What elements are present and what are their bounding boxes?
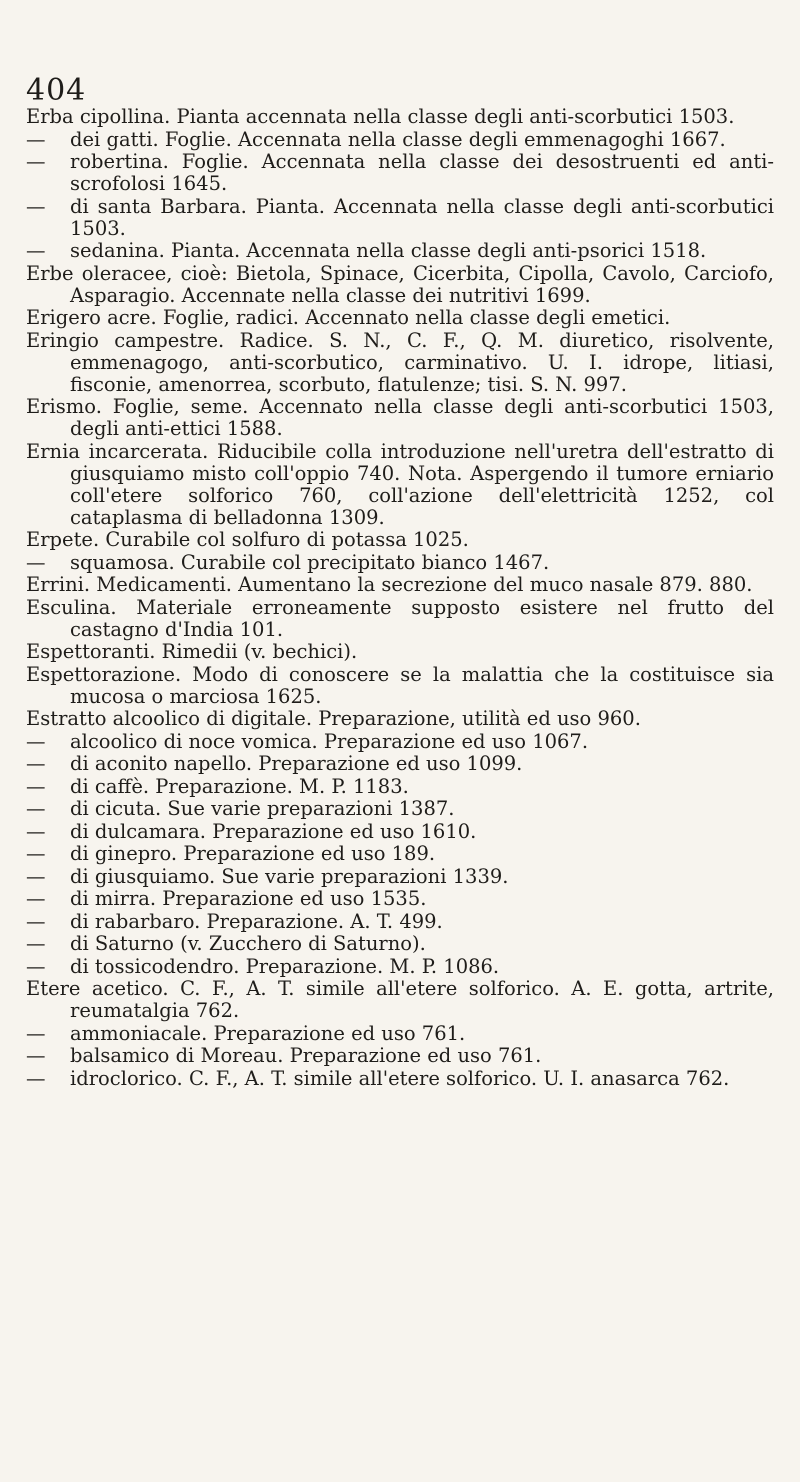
index-entry xyxy=(26,933,774,955)
entry-dash: — xyxy=(26,864,46,888)
entry-text: sedanina. Pianta. Accennata nella classe degli anti-psorici 1518. xyxy=(70,239,707,262)
entry-dash: — xyxy=(26,774,46,798)
index-entry xyxy=(26,1023,774,1045)
entry-dash: — xyxy=(26,797,46,820)
index-entry: Ernia incarcerata. Riducibile colla introduzione nell'uretra dell'estratto di giusquiamo misto coll'oppio 740. Nota. Aspergendo il tumore erniario coll'etere solforico 760, coll'azione dell'elettricità 1252, col cataplasma di belladonna 1309. xyxy=(26,439,774,529)
entry-text: ammoniacale. Preparazione ed uso 761. xyxy=(70,1021,466,1045)
entry-dash: — xyxy=(26,239,46,262)
entry-text: di rabarbaro. Preparazione. A. T. 499. xyxy=(70,909,443,933)
entry-text: robertina. Foglie. Accennata nella classe dei desostruenti ed anti-scrofolosi 1645. xyxy=(70,150,774,195)
entry-text: balsamico di Moreau. Preparazione ed uso 761. xyxy=(70,1044,542,1067)
index-entry: Erpete. Curabile col solfuro di potassa 1025. xyxy=(26,528,469,551)
entry-text: alcoolico di noce vomica. Preparazione ed uso 1067. xyxy=(70,729,589,753)
index-entry xyxy=(26,151,774,195)
index-entry xyxy=(26,798,774,820)
entry-dash: — xyxy=(26,752,46,775)
index-entry: Esculina. Materiale erroneamente supposto esistere nel frutto del castagno d'India 101. xyxy=(26,595,774,641)
index-entry: Errini. Medicamenti. Aumentano la secrezione del muco nasale 879. 880. xyxy=(26,573,753,596)
index-entry: Espettoranti. Rimedii (v. bechici). xyxy=(26,640,358,663)
entry-text: di santa Barbara. Pianta. Accennata nella classe degli anti-scorbutici 1503. xyxy=(70,194,774,240)
index-entry xyxy=(26,196,774,240)
entry-text: di aconito napello. Preparazione ed uso 1099. xyxy=(70,752,523,775)
index-entry: Erismo. Foglie, seme. Accennato nella classe degli anti-scorbutici 1503, degli anti-ettici 1588. xyxy=(26,395,774,440)
index-entry xyxy=(26,776,774,798)
index-entry: Estratto alcoolico di digitale. Preparazione, utilità ed uso 960. xyxy=(26,707,641,730)
index-entry: Eringio campestre. Radice. S. N., C. F., Q. M. diuretico, risolvente, emmenagogo, anti-scorbutico, carminativo. U. I. idrope, litiasi, fisconie, amenorrea, scorbuto, flatulenze; tisi. S. N. 997. xyxy=(26,328,774,396)
entry-dash: — xyxy=(26,819,46,843)
index-entry xyxy=(26,240,774,262)
entry-text: di giusquiamo. Sue varie preparazioni 1339. xyxy=(70,864,509,888)
entry-text: idroclorico. C. F., A. T. simile all'etere solforico. U. I. anasarca 762. xyxy=(70,1066,730,1090)
entry-dash: — xyxy=(26,150,46,173)
entry-text: squamosa. Curabile col precipitato bianco 1467. xyxy=(70,550,550,574)
index-entry xyxy=(26,911,774,933)
index-entry xyxy=(26,731,774,753)
index-entry: Erbe oleracee, cioè: Bietola, Spinace, Cicerbita, Cipolla, Cavolo, Carciofo, Asparagio. Accennate nella classe dei nutritivi 1699. xyxy=(26,261,774,307)
entry-dash: — xyxy=(26,842,46,865)
index-entry: Etere acetico. C. F., A. T. simile all'etere solforico. A. E. gotta, artrite, reumatalgia 762. xyxy=(26,977,774,1022)
index-entry xyxy=(26,956,774,978)
index-entry xyxy=(26,1068,774,1090)
page-number: 404 xyxy=(26,73,87,108)
index-entry xyxy=(26,888,774,910)
entry-text: di ginepro. Preparazione ed uso 189. xyxy=(70,842,436,865)
entry-dash: — xyxy=(26,909,46,933)
index-entry xyxy=(26,753,774,775)
entry-dash: — xyxy=(26,932,46,955)
entry-dash: — xyxy=(26,887,46,910)
index-entry xyxy=(26,1045,774,1067)
index-entry xyxy=(26,552,774,574)
index-entry xyxy=(26,866,774,888)
index-entry: Espettorazione. Modo di conoscere se la malattia che la costituisce sia mucosa o marciosa 1625. xyxy=(26,662,774,708)
index-entry: Erba cipollina. Pianta accennata nella classe degli anti-scorbutici 1503. xyxy=(26,105,735,128)
entry-text: di caffè. Preparazione. M. P. 1183. xyxy=(70,774,409,798)
entry-text: di mirra. Preparazione ed uso 1535. xyxy=(70,887,427,910)
entry-dash: — xyxy=(26,1066,46,1090)
entry-text: di tossicodendro. Preparazione. M. P. 1086. xyxy=(70,954,500,978)
index-entry xyxy=(26,821,774,843)
index-entries xyxy=(26,106,774,1090)
entry-dash: — xyxy=(26,550,46,574)
entry-dash: — xyxy=(26,729,46,753)
entry-text: di dulcamara. Preparazione ed uso 1610. xyxy=(70,819,477,843)
index-entry: Erigero acre. Foglie, radici. Accennato nella classe degli emetici. xyxy=(26,306,671,329)
index-entry xyxy=(26,843,774,865)
entry-text: di cicuta. Sue varie preparazioni 1387. xyxy=(70,797,455,820)
entry-text: di Saturno (v. Zucchero di Saturno). xyxy=(70,932,426,955)
entry-dash: — xyxy=(26,1021,46,1045)
entry-dash: — xyxy=(26,127,46,151)
entry-dash: — xyxy=(26,1044,46,1067)
entry-dash: — xyxy=(26,954,46,978)
entry-text: dei gatti. Foglie. Accennata nella classe degli emmenagoghi 1667. xyxy=(70,127,726,151)
entry-dash: — xyxy=(26,194,46,218)
index-entry xyxy=(26,129,774,151)
